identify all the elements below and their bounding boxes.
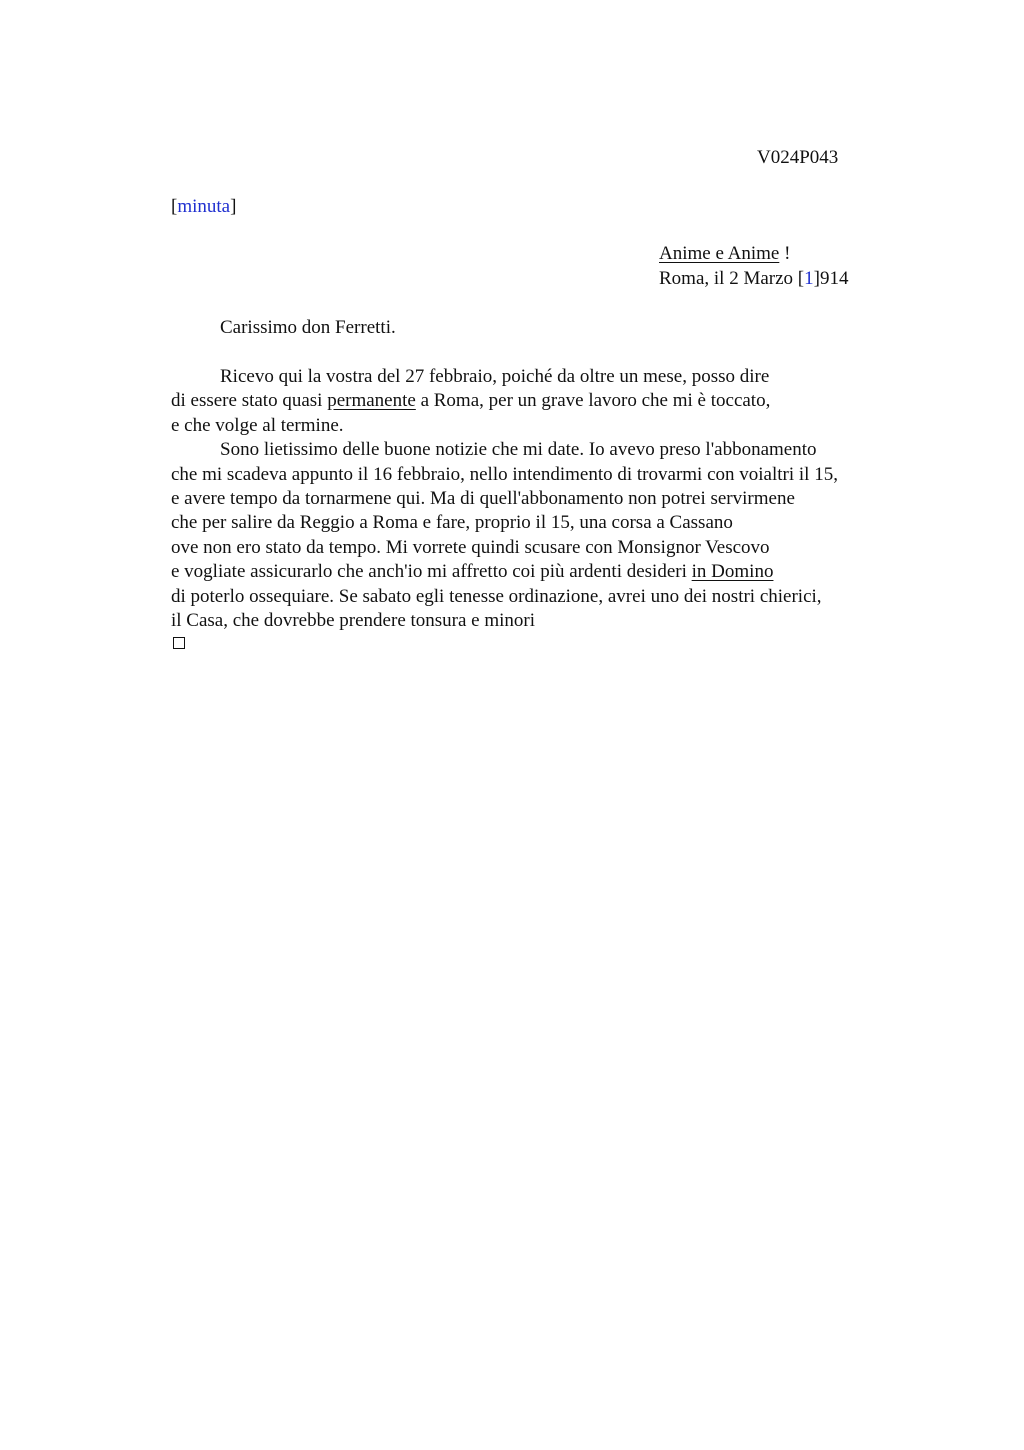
draft-note — [171, 195, 236, 219]
dateline-bracket-close: ] — [813, 268, 820, 289]
body-line-text: a Roma, per un grave lavoro che mi è toccato, — [415, 390, 771, 412]
body-line: che mi scadeva appunto il 16 febbraio, nello intendimento di trovarmi con voialtri il 15, — [171, 463, 838, 485]
motto-text: Anime e Anime — [659, 243, 780, 264]
underlined-phrase: in Domino — [691, 561, 774, 583]
motto-suffix: ! — [779, 243, 791, 264]
dateline-before: Roma, il 2 Marzo — [659, 268, 798, 289]
body-line-text: e vogliate assicurarlo che anch'io mi affretto coi più ardenti desideri — [171, 561, 692, 583]
body-line: e che volge al termine. — [171, 414, 344, 436]
dateline-inserted-digit: 1 — [804, 268, 814, 289]
reference-code: V024P043 — [757, 147, 839, 168]
letter-body — [171, 365, 838, 633]
body-line: che per salire da Reggio a Roma e fare, proprio il 15, una corsa a Cassano — [171, 512, 733, 534]
dateline-after: 914 — [819, 268, 849, 289]
draft-note-label: minuta — [177, 196, 231, 217]
motto — [659, 242, 790, 266]
body-line — [171, 560, 838, 584]
body-line — [171, 389, 838, 413]
body-line: Sono lietissimo delle buone notizie che mi date. Io avevo preso l'abbonamento — [220, 439, 817, 461]
body-line: Ricevo qui la vostra del 27 febbraio, poiché da oltre un mese, posso dire — [220, 366, 770, 387]
salutation: Carissimo don Ferretti. — [220, 317, 396, 338]
draft-note-close-bracket: ] — [230, 196, 237, 217]
body-line: di poterlo ossequiare. Se sabato egli tenesse ordinazione, avrei uno dei nostri chierici, — [171, 585, 822, 607]
draft-note-open-bracket: [ — [171, 196, 178, 217]
body-line: e avere tempo da tornarmene qui. Ma di quell'abbonamento non potrei servirmene — [171, 487, 795, 509]
body-line: ove non ero stato da tempo. Mi vorrete quindi scusare con Monsignor Vescovo — [171, 536, 770, 558]
empty-square-icon — [173, 637, 185, 649]
body-line: il Casa, che dovrebbe prendere tonsura e minori — [171, 609, 536, 631]
dateline — [659, 267, 848, 291]
underlined-word: permanente — [327, 390, 416, 412]
body-line-text: di essere stato quasi — [171, 390, 328, 412]
dateline-bracket-open: [ — [797, 268, 805, 289]
